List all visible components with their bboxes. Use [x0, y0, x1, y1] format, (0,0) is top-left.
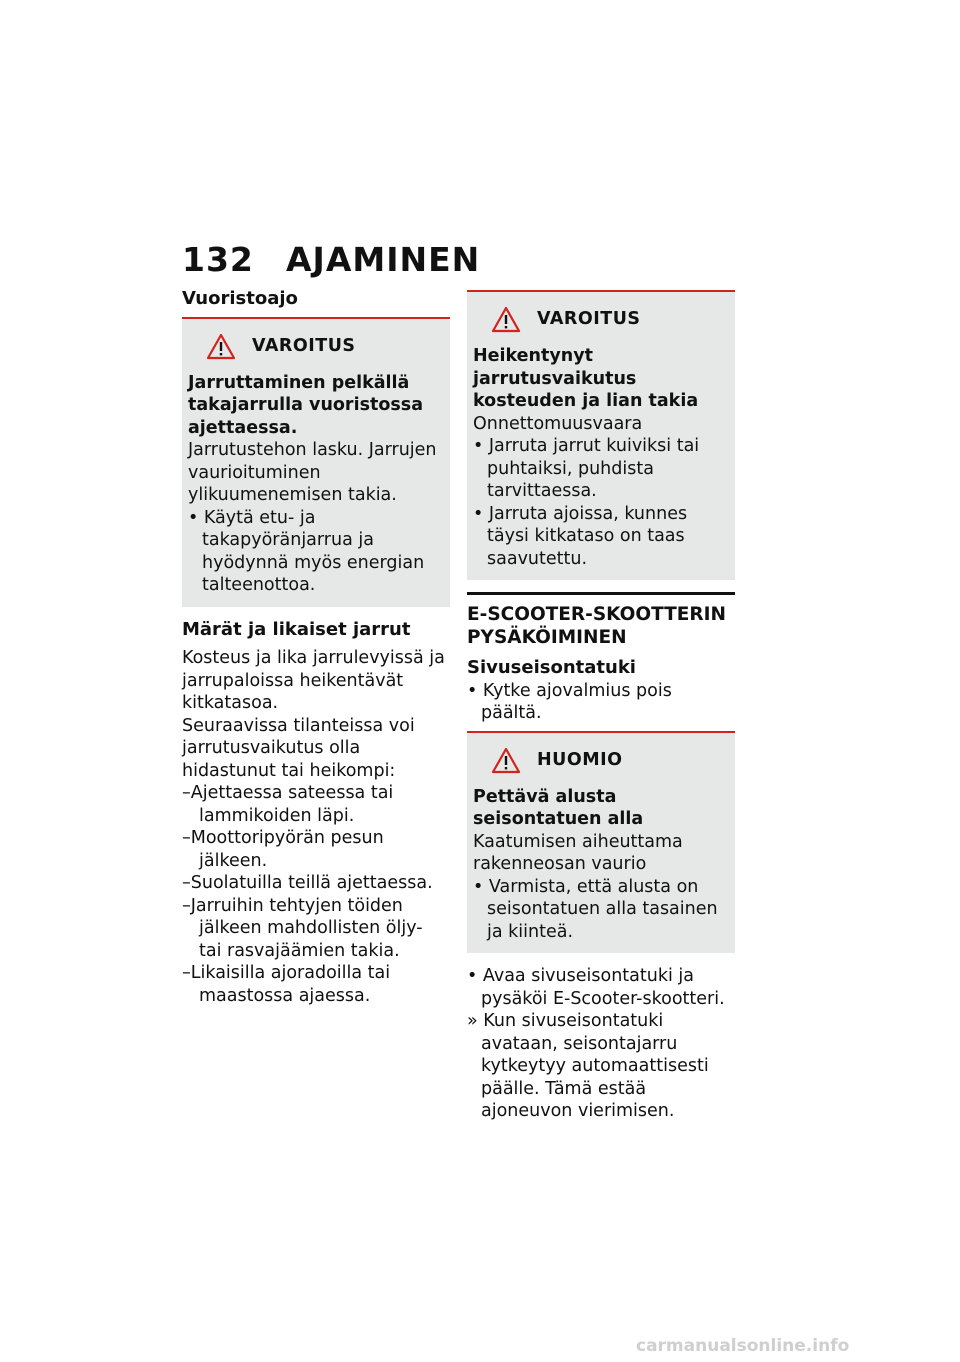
- warning-bullet: • Jarruta ajoissa, kunnes täysi kitkataso on taas saavutettu.: [473, 503, 688, 569]
- page-header: [182, 240, 480, 279]
- notice-label: HUOMIO: [537, 749, 623, 770]
- warning-text: Onnettomuusvaara: [473, 413, 643, 434]
- list-item: –Suolatuilla teillä ajettaessa.: [182, 873, 433, 893]
- list-item: –Moottoripyörän pesun jälkeen.: [182, 828, 384, 871]
- warning-box: [467, 290, 735, 580]
- warning-label: VAROITUS: [537, 309, 641, 330]
- paragraph: Seuraavissa tilanteissa voi jarrutusvaikutus olla hidastunut tai heikompi:: [182, 715, 415, 781]
- warning-bullet: • Käytä etu- ja takapyöränjarrua ja hyödynnä myös energian talteenottoa.: [188, 507, 425, 595]
- paragraph: Kosteus ja lika jarrulevyissä ja jarrupaloissa heikentävät kitkatasoa.: [182, 648, 445, 713]
- warning-heading: Jarruttaminen pelkällä takajarrulla vuoristossa ajettaessa.: [188, 372, 424, 438]
- warning-heading: Heikentynyt jarrutusvaikutus kosteuden ja lian takia: [473, 346, 699, 411]
- page-number: 132: [182, 240, 254, 279]
- step-item: • Kytke ajovalmius pois päältä.: [467, 680, 672, 723]
- warning-triangle-icon: [491, 747, 521, 774]
- chapter-title: AJAMINEN: [286, 240, 481, 279]
- notice-bullet: • Varmista, että alusta on seisontatuen alla tasainen ja kiinteä.: [473, 876, 718, 942]
- warning-bullet: • Jarruta jarrut kuiviksi tai puhtaiksi, puhdista tarvittaessa.: [473, 436, 700, 501]
- warning-text: Jarrutustehon lasku. Jarrujen vaurioituminen ylikuumenemisen takia.: [188, 440, 437, 505]
- warning-triangle-icon: [206, 333, 236, 360]
- notice-text: Kaatumisen aiheuttama rakenneosan vaurio: [473, 831, 683, 874]
- list-item: –Ajettaessa sateessa tai lammikoiden läpi.: [182, 783, 394, 826]
- notice-heading: Pettävä alusta seisontatuen alla: [473, 786, 644, 829]
- list-item: –Likaisilla ajoradoilla tai maastossa ajaessa.: [182, 963, 391, 1006]
- subsection-title-sidestand: Sivuseisontatuki: [467, 657, 636, 678]
- right-column: [467, 290, 735, 1123]
- section-title-vuoristoajo: Vuoristoajo: [182, 288, 298, 309]
- watermark: carmanualsonline.info: [636, 1336, 850, 1356]
- warning-triangle-icon: [491, 306, 521, 333]
- warning-box: [182, 317, 450, 607]
- notice-box: [467, 731, 735, 954]
- step-item: • Avaa sivuseisontatuki ja pysäköi E-Scooter-skootteri.: [467, 966, 725, 1009]
- warning-label: VAROITUS: [252, 335, 356, 356]
- result-item: » Kun sivuseisontatuki avataan, seisontajarru kytkeytyy automaattisesti päälle. Tämä estää ajoneuvon vierimisen.: [467, 1011, 709, 1121]
- left-column: [182, 288, 450, 1007]
- list-item: –Jarruihin tehtyjen töiden jälkeen mahdollisten öljy- tai rasvajäämien takia.: [182, 895, 423, 961]
- section-title-parking: E-SCOOTER-SKOOTTERIN PYSÄKÖIMINEN: [467, 592, 735, 649]
- subsection-title-wet-brakes: Märät ja likaiset jarrut: [182, 618, 411, 640]
